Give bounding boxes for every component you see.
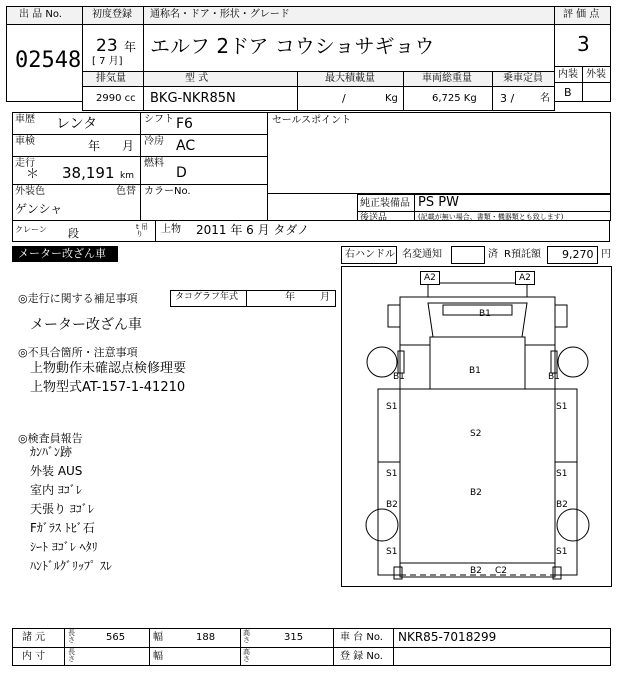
notification-label: 名変通知 bbox=[402, 249, 442, 260]
damage-s1-right-lower: S1 bbox=[556, 547, 568, 557]
capacity: 3 / bbox=[500, 92, 515, 105]
exterior-color: ゲンシャ bbox=[15, 202, 63, 216]
vehicle-name: エルフ 2ドア コウショサギョウ bbox=[150, 34, 435, 58]
footer-sep-5 bbox=[393, 628, 394, 666]
truck-outline bbox=[342, 267, 613, 588]
tacho-sep bbox=[246, 290, 247, 307]
height: 315 bbox=[284, 632, 304, 643]
damage-b1-left: B1 bbox=[393, 372, 405, 382]
specs-sep-1 bbox=[143, 71, 144, 111]
report-line: ﾊﾝﾄﾞﾙｸﾞﾘｯﾌﾟ ｽﾚ bbox=[30, 559, 112, 573]
defect-1: 上物動作未確認点検修理要 bbox=[30, 361, 187, 376]
inspection-year: 年 bbox=[88, 139, 101, 153]
damage-s1-left-lower: S1 bbox=[386, 547, 398, 557]
history: レンタ bbox=[56, 116, 98, 132]
recycle-unit: 円 bbox=[601, 249, 611, 260]
damage-a2-left: A2 bbox=[424, 273, 436, 283]
fuel-label: 燃料 bbox=[144, 158, 164, 169]
width-label-2: 幅 bbox=[153, 651, 163, 662]
inspection-label: 車検 bbox=[15, 136, 35, 147]
color-no-label: カラーNo. bbox=[144, 186, 191, 197]
grade-label: 評 価 点 bbox=[563, 9, 600, 20]
mileage-unit: km bbox=[120, 171, 134, 181]
damage-b1-right: B1 bbox=[548, 372, 560, 382]
damage-s2: S2 bbox=[470, 429, 482, 439]
crane-label: クレーン bbox=[15, 225, 47, 234]
right-hand-drive: 右ハンドル bbox=[345, 249, 395, 260]
length: 565 bbox=[106, 632, 126, 643]
damage-b1-cab: B1 bbox=[469, 366, 481, 376]
footer-sep-4 bbox=[333, 628, 334, 666]
mileage-star: ＊ bbox=[26, 167, 40, 182]
gross-weight-label: 車両総重量 bbox=[422, 73, 472, 84]
specs-sep-4 bbox=[492, 71, 493, 111]
recycle-fee-label: R預託額 bbox=[504, 249, 541, 260]
report-line: 外装 AUS bbox=[30, 464, 83, 478]
chassis-label: 車 台 No. bbox=[340, 632, 383, 643]
report-line: 室内 ﾖｺﾞﾚ bbox=[30, 483, 82, 497]
shift: F6 bbox=[176, 116, 193, 132]
interior-dims-label: 内 寸 bbox=[22, 651, 46, 662]
sales-point-label: セールスポイント bbox=[272, 115, 352, 126]
height-label: 高さ bbox=[243, 629, 250, 645]
specs-sep-3 bbox=[403, 71, 404, 111]
reg-year-unit: 年 bbox=[124, 40, 137, 54]
fuel: D bbox=[176, 165, 187, 181]
retrofit-note: (記載が無い場合、書類・機器類とも致します) bbox=[418, 213, 564, 221]
capacity-unit: 名 bbox=[540, 93, 550, 104]
color-change-label: 色替 bbox=[116, 186, 136, 197]
ac: AC bbox=[176, 138, 196, 154]
model: BKG-NKR85N bbox=[150, 91, 236, 106]
grade-sub-divider bbox=[554, 82, 611, 83]
reg-month: [ 7 月] bbox=[92, 56, 123, 67]
details-row-3 bbox=[12, 184, 268, 185]
retrofit-label: 後送品 bbox=[360, 213, 388, 223]
damage-s1-right-mid: S1 bbox=[556, 469, 568, 479]
footer-sep-2 bbox=[149, 628, 150, 666]
grade-split bbox=[582, 66, 583, 102]
details-row-2 bbox=[12, 156, 268, 157]
ac-label: 冷房 bbox=[144, 136, 164, 147]
details-mid-sep bbox=[140, 112, 141, 220]
damage-b2-rear: B2 bbox=[470, 566, 482, 576]
width: 188 bbox=[196, 632, 216, 643]
gross-weight: 6,725 Kg bbox=[432, 93, 477, 104]
options-divider bbox=[357, 211, 611, 212]
first-reg-label: 初度登録 bbox=[92, 9, 132, 20]
damage-b2-center: B2 bbox=[470, 488, 482, 498]
model-label: 型 式 bbox=[185, 73, 209, 84]
chassis: NKR85-7018299 bbox=[398, 630, 497, 644]
damage-a2-right: A2 bbox=[519, 273, 531, 283]
mileage: 38,191 bbox=[62, 164, 115, 182]
capacity-label: 乗車定員 bbox=[503, 73, 543, 84]
odometer-tampered: メーター改ざん車 bbox=[18, 247, 106, 260]
max-load-label: 最大積載量 bbox=[325, 73, 375, 84]
interior-label: 内装 bbox=[558, 69, 578, 80]
recycle-label: 済 bbox=[488, 249, 498, 260]
exterior-color-label: 外装色 bbox=[15, 186, 45, 197]
lot-no: 02548 bbox=[15, 48, 82, 73]
model-desc-label: 通称名・ドア・形状・グレード bbox=[150, 9, 290, 20]
inspection-month: 月 bbox=[122, 139, 135, 153]
grade-value: 3 bbox=[577, 32, 590, 56]
footer-sep-1 bbox=[64, 628, 65, 666]
travel-note: メーター改ざん車 bbox=[30, 317, 142, 333]
exterior-label: 外装 bbox=[586, 69, 606, 80]
tacho-label: タコグラフ年式 bbox=[175, 292, 239, 302]
defects-title: ◎不具合箇所・注意事項 bbox=[18, 346, 138, 359]
travel-title: ◎走行に関する補足事項 bbox=[18, 292, 138, 305]
upper-label: 上物 bbox=[161, 224, 181, 235]
notification-box bbox=[451, 246, 485, 264]
recycle-fee: 9,270 bbox=[562, 248, 594, 261]
report-line: Fｶﾞﾗｽ ﾄﾋﾞ石 bbox=[30, 521, 95, 535]
damage-s1-left-mid: S1 bbox=[386, 469, 398, 479]
interior-grade: B bbox=[564, 86, 572, 99]
damage-b2-left: B2 bbox=[386, 500, 398, 510]
max-load-unit: Kg bbox=[385, 93, 398, 104]
displacement-label: 排気量 bbox=[96, 73, 126, 84]
options-label: 純正装備品 bbox=[360, 198, 410, 209]
tacho-month: 月 bbox=[320, 292, 330, 303]
history-label: 車歴 bbox=[15, 114, 35, 125]
report-line: ｼｰﾄ ﾖｺﾞﾚ ﾍﾀﾘ bbox=[30, 540, 98, 554]
damage-b1-roof: B1 bbox=[479, 309, 491, 319]
crane-stage: 段 bbox=[68, 227, 79, 240]
damage-s1-left-upper: S1 bbox=[386, 402, 398, 412]
inspector-title: ◎検査員報告 bbox=[18, 432, 83, 445]
damage-c2-rear: C2 bbox=[495, 566, 508, 576]
lot-no-label: 出 品 No. bbox=[19, 9, 62, 20]
reg-year: 23 bbox=[96, 36, 118, 56]
details-row-1 bbox=[12, 134, 268, 135]
options: PS PW bbox=[418, 195, 459, 210]
dims-label: 諸 元 bbox=[22, 632, 46, 643]
height-label-2: 高さ bbox=[243, 648, 250, 664]
damage-s1-right-upper: S1 bbox=[556, 402, 568, 412]
damage-b2-right: B2 bbox=[556, 500, 568, 510]
crane-lift: t 吊り bbox=[136, 223, 148, 239]
options-sep bbox=[414, 194, 415, 221]
footer-row-sep bbox=[12, 647, 611, 648]
max-load: / bbox=[342, 92, 346, 105]
report-line: 天張り ﾖｺﾞﾚ bbox=[30, 502, 94, 516]
length-label-2: 長さ bbox=[68, 648, 75, 664]
footer-sep-3 bbox=[240, 628, 241, 666]
mileage-label: 走行 bbox=[15, 158, 35, 169]
report-line: ｶﾝﾊﾞﾝ跡 bbox=[30, 445, 73, 459]
specs-sep-2 bbox=[297, 71, 298, 111]
defect-2: 上物型式AT-157-1-41210 bbox=[30, 380, 186, 395]
shift-label: シフト bbox=[144, 114, 174, 125]
displacement: 2990 cc bbox=[96, 93, 136, 104]
upper-value: 2011 年 6 月 タダノ bbox=[196, 223, 310, 237]
specs-header-row bbox=[82, 71, 555, 87]
damage-diagram bbox=[341, 266, 612, 587]
tacho-year: 年 bbox=[285, 292, 295, 303]
reg-label: 登 録 No. bbox=[340, 651, 383, 662]
width-label: 幅 bbox=[153, 632, 163, 643]
length-label: 長さ bbox=[68, 629, 75, 645]
